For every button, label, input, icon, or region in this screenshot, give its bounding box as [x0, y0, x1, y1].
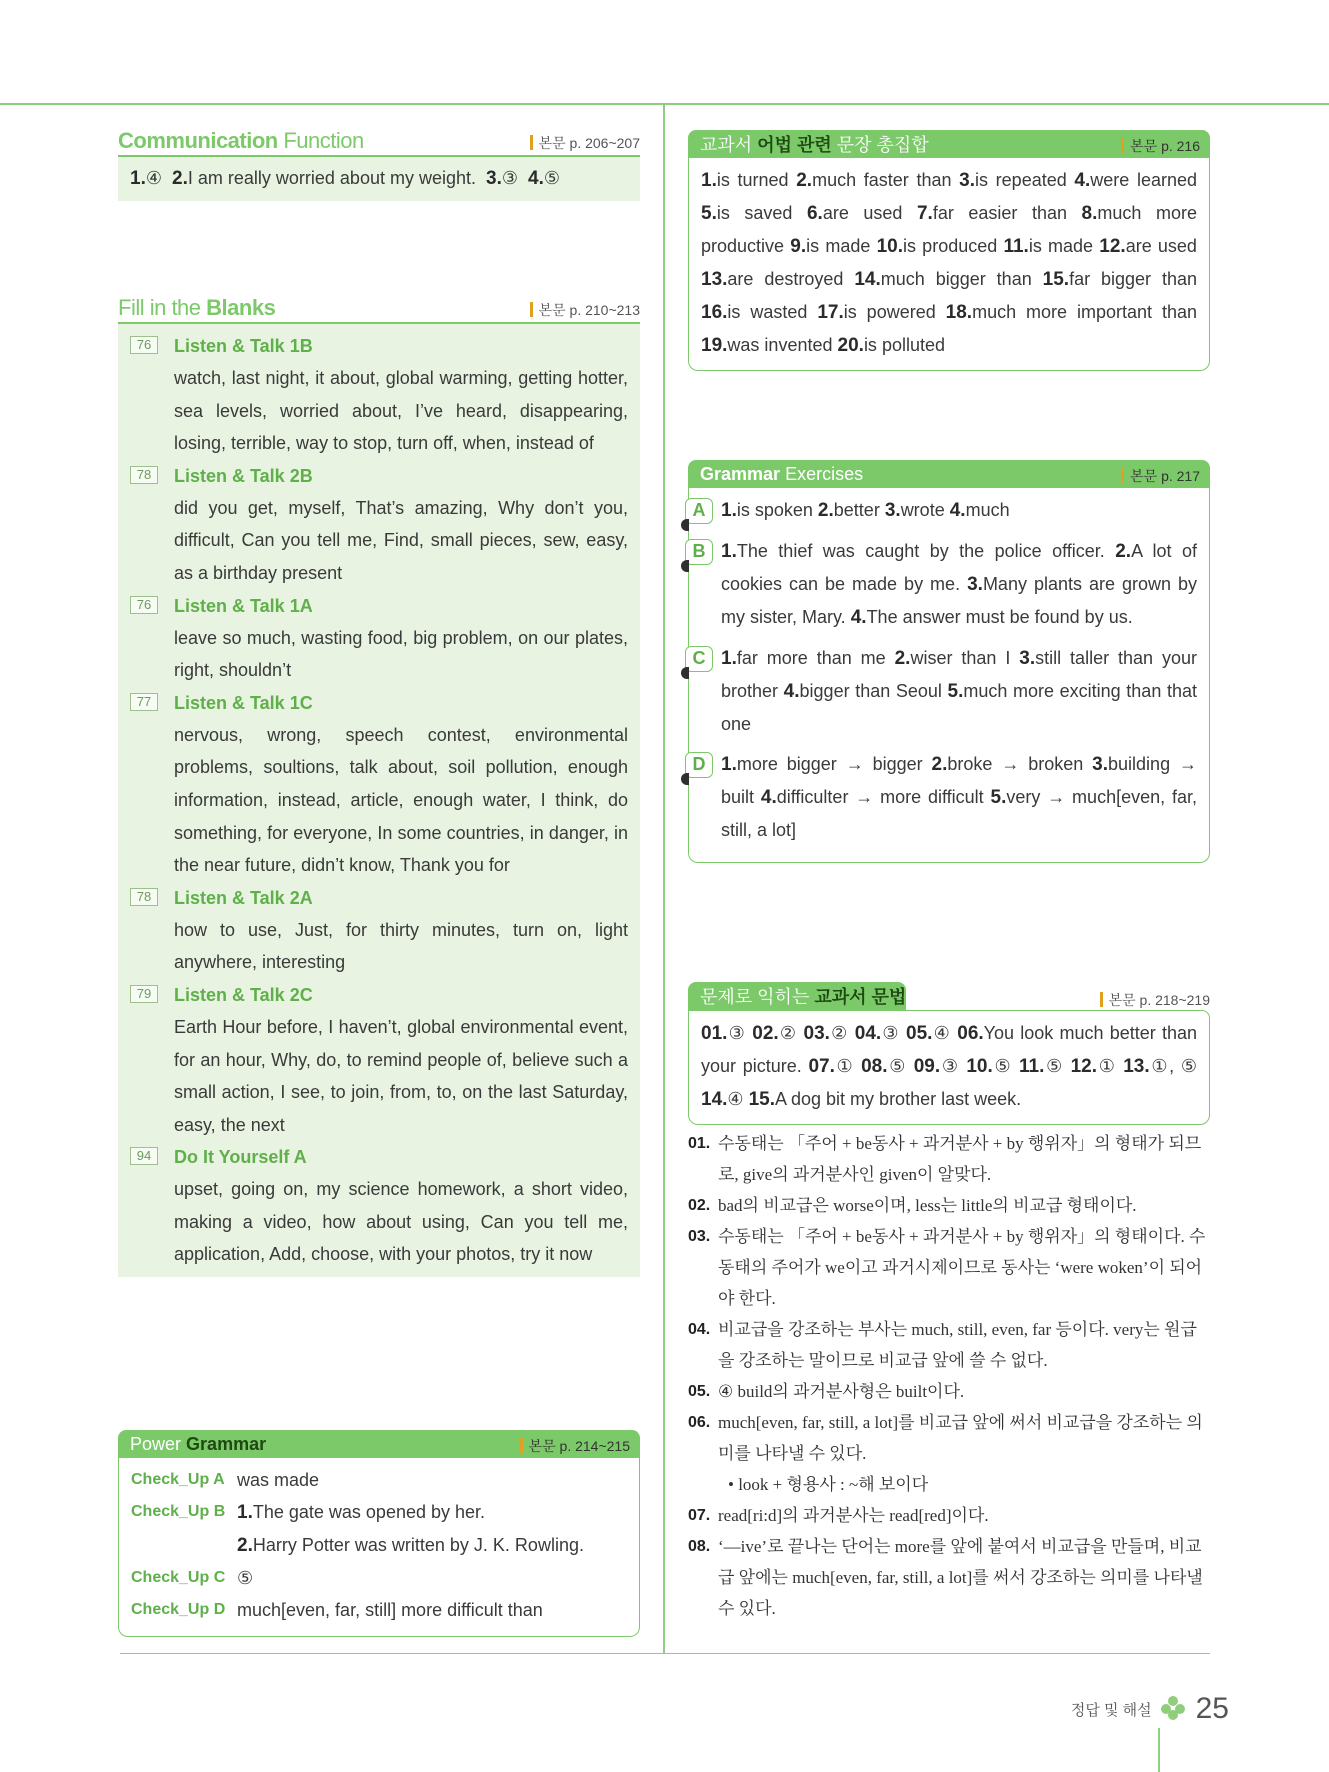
blank-title: Listen & Talk 1C [174, 692, 313, 713]
page-tag: 76 [130, 596, 158, 614]
explanation-item [688, 1314, 1210, 1376]
clover-icon [1160, 1694, 1186, 1724]
exercise-answer [885, 500, 945, 520]
explanation-item [688, 1221, 1210, 1314]
textbook-answer-text: are used [1125, 236, 1197, 256]
problem-answer [966, 1056, 1012, 1076]
problem-answer-number: 06. [957, 1023, 984, 1044]
communication-answers: 1.④ 2.I am really worried about my weight. 3.③ 4.⑤ [118, 157, 640, 201]
blank-body: watch, last night, it about, global warming, getting hotter, sea levels, worried about, I’ve heard, disappearing, losing, terrible, way to stop, turn off, when, instead of [174, 368, 628, 454]
problem-answer [804, 1023, 849, 1043]
explanation-item [688, 1469, 1210, 1500]
blank-body: Earth Hour before, I haven’t, global environmental event, for an hour, Why, do, to remind people of, believe such a small action, I see, to join, from, to, on the last Saturday, easy, the next [174, 1016, 628, 1135]
explanation-text: 비교급을 강조하는 부사는 much, still, even, far 등이다. very는 원급을 강조하는 말이므로 비교급 앞에 쓸 수 없다. [718, 1320, 1197, 1370]
textbook-answer [946, 302, 1197, 322]
problem-answer [1019, 1056, 1064, 1076]
problem-answer-text: ③ [940, 1056, 960, 1076]
textbook-answer [701, 269, 843, 289]
grammar-exercises-box [688, 488, 1210, 863]
blank-block [130, 460, 628, 590]
explanation-text: 수동태는 「주어 + be동사 + 과거분사 + by 행위자」의 형태가 되므로, give의 과거분사인 given이 알맞다. [718, 1134, 1202, 1184]
exercise-letter-badge: A [685, 498, 713, 524]
problem-answer-text: ①, ⑤ [1149, 1056, 1197, 1076]
problem-answer-number: 15. [748, 1089, 775, 1110]
textbook-answer [959, 170, 1067, 190]
explanation-item [688, 1128, 1210, 1190]
exercise-answer-number: 2. [894, 648, 911, 669]
exercise-answer [721, 648, 886, 668]
problem-answer-text: ① [1097, 1056, 1117, 1076]
problem-answer-text: ② [778, 1023, 798, 1043]
problem-answer [1071, 1056, 1117, 1076]
communication-title-bold: Communication [118, 128, 278, 153]
textbook-answer-text: is repeated [975, 170, 1067, 190]
page-tag: 77 [130, 693, 158, 711]
explanation-item [688, 1500, 1210, 1531]
explanation-text: ④ build의 과거분사형은 built이다. [718, 1382, 965, 1401]
problem-answer-text: You look much better than your picture. [701, 1023, 1198, 1076]
explanation-number: 06. [688, 1414, 711, 1431]
problem-answer [861, 1056, 907, 1076]
exercise-answer-number: 3. [1019, 648, 1036, 669]
explanation-text: • look + 형용사 : ~해 보이다 [728, 1475, 929, 1494]
exercise-answer-number: 1. [721, 648, 737, 669]
problem-answer-number: 14. [701, 1089, 728, 1110]
exercise-answer-number: 5. [947, 681, 964, 702]
textbook-answer-number: 19. [701, 335, 728, 356]
exercise-answer [895, 648, 1011, 668]
exercise-answer [784, 681, 942, 701]
textbook-answer-number: 6. [806, 203, 823, 224]
textbook-answer [790, 236, 870, 256]
blank-block [130, 687, 628, 882]
exercise-letter-badge: D [685, 752, 713, 778]
textbook-answer [701, 335, 833, 355]
exercise-answer [721, 541, 1105, 561]
problem-answer-text: ⑤ [887, 1056, 908, 1076]
exercise-answer-number: 1. [721, 754, 737, 775]
problem-answer [752, 1023, 797, 1043]
problem-answer [749, 1089, 1022, 1109]
textbook-answer [1074, 170, 1197, 190]
explanation-text: read[ri:d]의 과거분사는 read[red]이다. [718, 1506, 989, 1525]
textbook-answer [917, 203, 1067, 223]
problem-answer-number: 01. [701, 1023, 728, 1044]
blank-block [130, 882, 628, 979]
exercise-answer-text: much more exciting than that one [721, 681, 1197, 734]
blank-title: Listen & Talk 1A [174, 595, 313, 616]
power-grammar-box [118, 1458, 640, 1637]
exercise-letter-badge: C [685, 646, 713, 672]
textbook-answer-number: 9. [790, 236, 807, 257]
exercise-answer-number: 3. [1092, 754, 1109, 775]
textbook-answer-number: 2. [796, 170, 813, 191]
problem-answer-text: ② [829, 1023, 849, 1043]
textbook-answer-number: 14. [854, 269, 881, 290]
problem-answer-number: 04. [854, 1023, 882, 1044]
blank-body: did you get, myself, That’s amazing, Why don’t you, difficult, Can you tell me, Find, small pieces, sew, easy, as a birthday present [174, 497, 628, 583]
textbook-answer-text: are destroyed [727, 269, 844, 289]
textbook-answer-text: is polluted [863, 335, 945, 355]
exercise-answer-text: much [965, 500, 1010, 520]
problem-answer-text: ④ [727, 1089, 744, 1109]
textbook-answer [817, 302, 935, 322]
exercise-answer-number: 3. [967, 574, 983, 595]
textbook-answer-text: far bigger than [1069, 269, 1197, 289]
textbook-answer [854, 269, 1031, 289]
problem-answer-number: 03. [803, 1023, 830, 1044]
textbook-answer-text: is made [1028, 236, 1094, 256]
exercise-answer [932, 754, 1084, 774]
textbook-answer-text: is powered [843, 302, 936, 322]
exercise-answer-text: difficulter → more difficult [776, 787, 984, 807]
explanation-number: 04. [688, 1321, 711, 1338]
blank-block [130, 590, 628, 687]
problem-answer [701, 1089, 744, 1109]
exercise-group [691, 535, 1197, 634]
textbook-answer-number: 11. [1003, 236, 1029, 257]
fill-blanks-heading: Fill in the Blanks 본문 p. 210~213 [118, 294, 640, 324]
exercise-answer-number: 2. [931, 754, 948, 775]
blank-title: Listen & Talk 2C [174, 984, 313, 1005]
problem-answer [1123, 1056, 1197, 1076]
bottom-rule [120, 1653, 1210, 1654]
explanation-number: 05. [688, 1383, 711, 1400]
problem-answer-text: ④ [932, 1023, 952, 1043]
exercise-answer-text: far more than me [736, 648, 886, 668]
page-tag: 76 [130, 336, 158, 354]
page-tag: 78 [130, 888, 158, 906]
exercise-answer-number: 4. [850, 607, 867, 628]
exercise-answer-number: 2. [817, 500, 834, 521]
textbook-answer [1099, 236, 1197, 256]
textbook-answer-number: 18. [945, 302, 973, 323]
exercise-answer-text: building → built [721, 754, 1197, 807]
check-up-a: Check_Up A was made [131, 1470, 320, 1490]
explanation-item [688, 1376, 1210, 1407]
power-grammar-ref: 본문 p. 214~215 [520, 1436, 630, 1456]
exercise-group [691, 494, 1197, 527]
explanation-text: ‘—ive’로 끝나는 단어는 more를 앞에 붙여서 비교급을 만들며, 비교급 앞에는 much[even, far, still, a lot]를 써서 강조하는 의미를 나타낼 수 있다. [718, 1537, 1203, 1618]
exercise-answer-text: broke → broken [947, 754, 1084, 774]
problem-answer [906, 1023, 951, 1043]
exercise-group [691, 748, 1197, 846]
problem-answer [855, 1023, 900, 1043]
textbook-answer [1043, 269, 1197, 289]
problem-answer-number: 13. [1123, 1056, 1150, 1077]
explanation-text: much[even, far, still, a lot]를 비교급 앞에 써서 비교급을 강조하는 의미를 나타낼 수 있다. [718, 1413, 1203, 1463]
problem-answer-number: 12. [1070, 1056, 1098, 1077]
problem-answer-text: ③ [727, 1023, 747, 1043]
power-grammar-heading: Power Grammar 본문 p. 214~215 [118, 1430, 640, 1458]
textbook-sentences-section [688, 130, 1210, 371]
textbook-answer-text: is produced [902, 236, 998, 256]
problems-ref: 본문 p. 218~219 [1100, 990, 1210, 1010]
explanation-number: 07. [688, 1507, 711, 1524]
explanations-list [688, 1128, 1210, 1624]
problem-answer-number: 08. [861, 1056, 888, 1077]
textbook-answer-text: was invented [727, 335, 833, 355]
textbook-answer-text: are used [822, 203, 903, 223]
problem-answer-number: 09. [913, 1056, 941, 1077]
communication-section [118, 127, 640, 201]
textbook-answer-number: 13. [701, 269, 728, 290]
textbook-answer-text: is turned [716, 170, 789, 190]
blank-block [130, 330, 628, 460]
textbook-answer-number: 5. [701, 203, 717, 224]
textbook-answer-text: were learned [1090, 170, 1197, 190]
textbook-answer-number: 4. [1074, 170, 1091, 191]
exercise-answer-text: The answer must be found by us. [866, 607, 1133, 627]
textbook-answer-number: 16. [701, 302, 728, 323]
page-tag: 94 [130, 1147, 158, 1165]
blank-title: Listen & Talk 2A [174, 887, 313, 908]
footer-label: 정답 및 해설 [1070, 1701, 1152, 1719]
blank-body: nervous, wrong, speech contest, environmental problems, soultions, talk about, soil pollution, enough information, instead, article, enough water, I think, do something, for everyone, In some countries, in danger, in the near future, didn’t know, Thank you for [174, 724, 628, 876]
exercise-answer [950, 500, 1010, 520]
blank-body: upset, going on, my science homework, a short video, making a video, how about using, Can you tell me, application, Add, choose, with your photos, try it now [174, 1179, 628, 1265]
problem-answer-number: 11. [1019, 1056, 1045, 1077]
exercise-answer [818, 500, 880, 520]
fill-blanks-section [118, 294, 640, 1277]
exercise-answer-text: still taller than your brother [721, 648, 1197, 701]
exercise-answer-number: 1. [721, 500, 737, 521]
exercise-answer-text: bigger than Seoul [799, 681, 942, 701]
textbook-answer-text: is saved [716, 203, 793, 223]
blank-body: leave so much, wasting food, big problem, on our plates, right, shouldn’t [174, 627, 628, 681]
textbook-answer-number: 8. [1081, 203, 1098, 224]
explanation-number: 01. [688, 1135, 711, 1152]
fill-blanks-box [118, 324, 640, 1277]
textbook-answer-number: 15. [1042, 269, 1070, 290]
explanation-item [688, 1190, 1210, 1221]
blank-block [130, 1141, 628, 1271]
textbook-answer [701, 170, 789, 190]
problem-answer-number: 02. [752, 1023, 779, 1044]
exercise-answer-text: is spoken [736, 500, 813, 520]
textbook-answer-text: much more important than [972, 302, 1197, 322]
exercise-answer [721, 754, 923, 774]
blank-body: how to use, Just, for thirty minutes, turn on, light anywhere, interesting [174, 919, 628, 973]
exercise-answer-number: 5. [990, 787, 1007, 808]
problem-answer-number: 07. [808, 1056, 835, 1077]
textbook-answer-text: is made [806, 236, 871, 256]
page-tag: 79 [130, 985, 158, 1003]
exercise-answer-text: more bigger → bigger [736, 754, 923, 774]
blank-title: Listen & Talk 1B [174, 336, 313, 356]
communication-heading [118, 127, 640, 157]
exercise-answer-number: 4. [949, 500, 966, 521]
grammar-exercises-section [688, 460, 1210, 863]
grammar-exercises-ref: 본문 p. 217 [1121, 466, 1200, 486]
textbook-answer [701, 203, 792, 223]
page-number: 25 [1195, 1692, 1229, 1725]
blank-block [130, 979, 628, 1141]
problem-answer-text: ⑤ [992, 1056, 1013, 1076]
exercise-group [691, 642, 1197, 740]
exercise-answer [721, 500, 813, 520]
problem-answer-text: ① [834, 1056, 855, 1076]
exercise-answer-text: Many plants are grown by my sister, Mary. [721, 574, 1197, 627]
page-tag: 78 [130, 466, 158, 484]
blank-title: Listen & Talk 2B [174, 465, 313, 486]
explanation-text: bad의 비교급은 worse이며, less는 little의 비교급 형태이다. [718, 1196, 1137, 1215]
exercise-answer-text: very → much[even, far, still, a lot] [721, 787, 1197, 840]
textbook-answer [877, 236, 998, 256]
exercise-answer-text: wiser than I [910, 648, 1011, 668]
problems-heading: 문제로 익히는 교과서 문법 [688, 982, 906, 1010]
problems-answers [688, 1010, 1210, 1125]
problem-answer [808, 1056, 854, 1076]
textbook-answer [796, 170, 951, 190]
textbook-answer-number: 7. [916, 203, 933, 224]
explanation-item [688, 1407, 1210, 1469]
problem-answer-text: A dog bit my brother last week. [775, 1089, 1022, 1109]
textbook-ref: 본문 p. 216 [1121, 136, 1200, 156]
exercise-answer-text: A lot of cookies can be made by me. [721, 541, 1197, 594]
page-footer [1071, 1692, 1229, 1726]
problem-answer-text: ⑤ [1044, 1056, 1064, 1076]
textbook-answer-text: is wasted [727, 302, 808, 322]
textbook-answer [807, 203, 902, 223]
exercise-answer-number: 1. [721, 541, 737, 562]
footer-stem [1158, 1728, 1160, 1772]
textbook-answer-number: 17. [817, 302, 844, 323]
textbook-answer-number: 3. [959, 170, 976, 191]
textbook-answer-text: much more productive [701, 203, 1197, 256]
textbook-answer-number: 10. [876, 236, 903, 257]
textbook-answer-text: far easier than [932, 203, 1067, 223]
textbook-answer [1003, 236, 1093, 256]
textbook-answer-text: much faster than [812, 170, 952, 190]
textbook-answers [688, 158, 1210, 371]
textbook-sentences-heading: 교과서 어법 관련 문장 총집합 본문 p. 216 [688, 130, 1210, 158]
textbook-answer-text: much bigger than [880, 269, 1032, 289]
explanation-text: 수동태는 「주어 + be동사 + 과거분사 + by 행위자」의 형태이다. 수동태의 주어가 we이고 과거시제이므로 동사는 ‘were woken’이 되어야 한다. [718, 1227, 1206, 1308]
exercise-answer-text: wrote [900, 500, 945, 520]
textbook-answer-number: 1. [701, 170, 717, 191]
exercise-answer-number: 4. [760, 787, 777, 808]
check-up-c: Check_Up C ⑤ [131, 1568, 254, 1588]
communication-ref: 본문 p. 206~207 [530, 133, 640, 153]
problems-section [688, 982, 1210, 1125]
exercise-letter-badge: B [685, 539, 713, 565]
exercise-answer-number: 4. [783, 681, 800, 702]
exercise-answer [761, 787, 984, 807]
problem-answer-text: ③ [881, 1023, 900, 1043]
problem-answer [701, 1023, 746, 1043]
column-divider [663, 104, 665, 1654]
blank-title: Do It Yourself A [174, 1147, 307, 1168]
explanation-number: 08. [688, 1538, 711, 1555]
problems-answer-text [701, 1017, 1197, 1116]
problem-answer-number: 05. [906, 1023, 933, 1044]
explanation-number: 02. [688, 1197, 711, 1214]
check-up-d: Check_Up D much[even, far, still] more difficult than [131, 1600, 543, 1620]
communication-title-light: Function [283, 128, 364, 153]
check-up-b: Check_Up B 1.The gate was opened by her. [131, 1502, 486, 1523]
textbook-answer-number: 20. [837, 335, 864, 356]
grammar-exercises-heading: Grammar Exercises 본문 p. 217 [688, 460, 1210, 488]
fill-blanks-ref: 본문 p. 210~213 [530, 300, 640, 320]
explanation-item [688, 1531, 1210, 1624]
power-grammar-section [118, 1430, 640, 1637]
textbook-answer-text [701, 164, 1197, 362]
problem-answer [914, 1056, 960, 1076]
exercise-answer-text: better [833, 500, 880, 520]
exercise-answer-text: The thief was caught by the police officer. [736, 541, 1105, 561]
textbook-answer [838, 335, 945, 355]
check-up-b-2: 2.Harry Potter was written by J. K. Rowling. [237, 1535, 584, 1556]
explanation-number: 03. [688, 1228, 711, 1245]
exercise-answer [851, 607, 1133, 627]
textbook-answer-number: 12. [1099, 236, 1126, 257]
exercise-answer-number: 2. [1115, 541, 1132, 562]
textbook-answer [701, 302, 807, 322]
exercise-answer-number: 3. [884, 500, 901, 521]
problem-answer-number: 10. [966, 1056, 993, 1077]
